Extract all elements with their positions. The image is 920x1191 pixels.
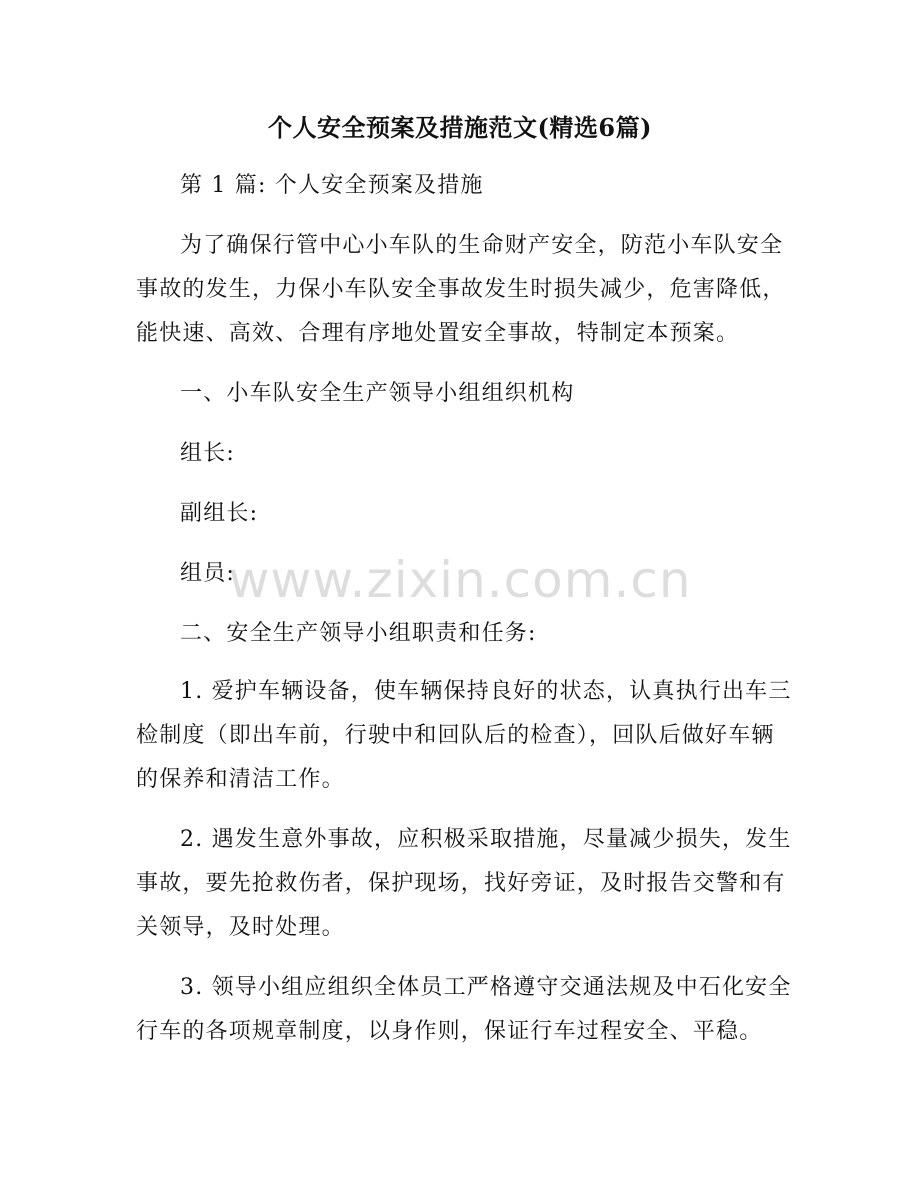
field-label: 组长: [180,441,236,466]
list-item-line: 关领导，及时处理。 [136,915,345,940]
paragraph-line: 事故的发生，力保小车队安全事故发生时损失减少，危害降低， [136,277,786,302]
document-title: 个人安全预案及措施范文(精选6篇) [268,113,652,142]
paragraph-line: 能快速、高效、合理有序地处置安全事故，特制定本预案。 [136,321,740,346]
list-item-line: 3. 领导小组应组织全体员工严格遵守交通法规及中石化安全 [180,975,792,1000]
list-item-line: 的保养和清洁工作。 [136,767,345,792]
paragraph-line: 为了确保行管中心小车队的生命财产安全，防范小车队安全 [180,233,784,258]
field-label: 组员: [180,561,236,586]
list-item-line: 行车的各项规章制度，以身作则，保证行车过程安全、平稳。 [136,1019,763,1044]
section-heading: 第 1 篇: 个人安全预案及措施 [180,173,484,198]
list-item-line: 事故，要先抢救伤者，保护现场，找好旁证，及时报告交警和有 [136,871,786,896]
list-item-line: 2. 遇发生意外事故，应积极采取措施，尽量减少损失，发生 [180,827,792,852]
watermark: www.zixin.com.cn [228,551,692,609]
list-item-line: 1. 爱护车辆设备，使车辆保持良好的状态，认真执行出车三 [180,679,792,704]
subsection-heading: 一、小车队安全生产领导小组组织机构 [180,381,575,406]
field-label: 副组长: [180,501,259,526]
list-item-line: 检制度（即出车前，行驶中和回队后的检查），回队后做好车辆 [136,723,775,748]
subsection-heading: 二、安全生产领导小组职责和任务: [180,621,537,646]
